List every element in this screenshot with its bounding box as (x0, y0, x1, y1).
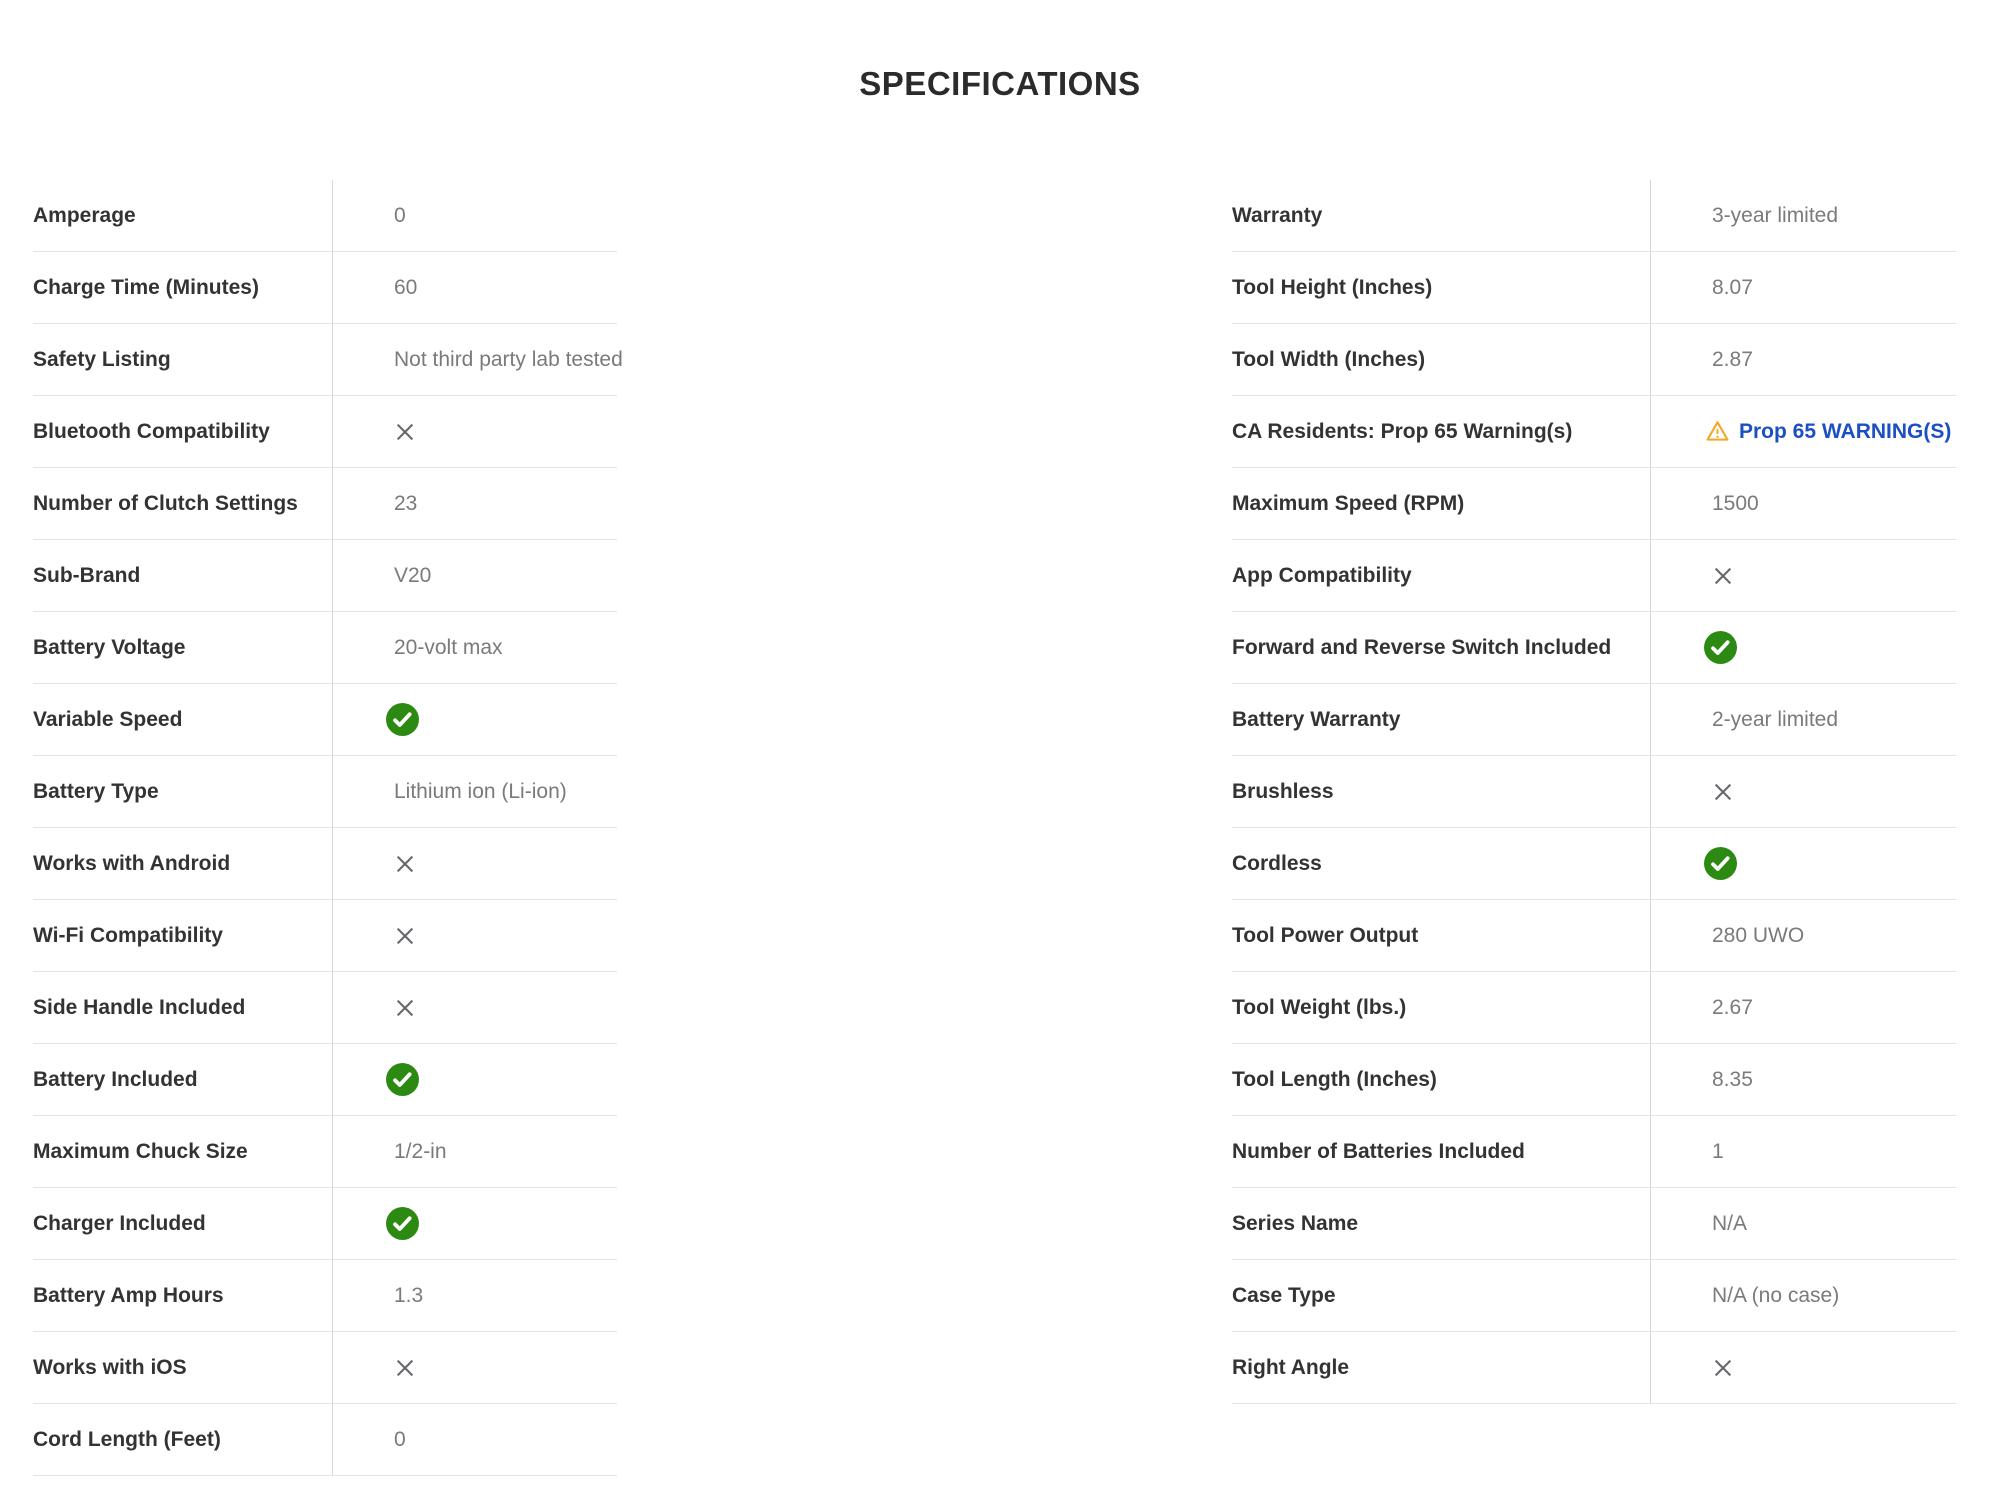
spec-value-text: 2.67 (1712, 995, 1753, 1019)
spec-row (33, 1260, 617, 1332)
spec-label: Works with iOS (33, 1355, 187, 1379)
spec-value (1650, 1260, 1956, 1331)
spec-label: Forward and Reverse Switch Included (1232, 635, 1612, 659)
spec-row (1232, 1188, 1956, 1260)
spec-value-text: N/A (1712, 1211, 1748, 1235)
spec-row (1232, 180, 1956, 252)
spec-label: Battery Amp Hours (33, 1283, 224, 1307)
spec-table-right (1232, 180, 1956, 1404)
spec-row (1232, 252, 1956, 324)
spec-label: Works with Android (33, 851, 231, 875)
spec-row (33, 324, 623, 396)
spec-value (1650, 324, 1956, 395)
spec-label: Brushless (1232, 779, 1334, 803)
spec-label: Bluetooth Compatibility (33, 419, 270, 443)
check-circle-icon (1704, 847, 1737, 880)
spec-row (1232, 324, 1956, 396)
spec-value (332, 612, 617, 683)
cross-icon (392, 995, 418, 1021)
prop65-warning-link[interactable] (1705, 419, 1951, 444)
cross-icon (1710, 779, 1736, 805)
spec-row (33, 1188, 617, 1260)
cross-icon (392, 923, 418, 949)
spec-label: Number of Batteries Included (1232, 1139, 1525, 1163)
spec-value-text: 2.87 (1712, 347, 1753, 371)
spec-value-text: 20-volt max (394, 635, 503, 659)
spec-value (1650, 684, 1956, 755)
check-circle-icon (386, 1063, 419, 1096)
spec-value (1650, 900, 1956, 971)
spec-table-left (33, 180, 623, 1476)
spec-label: Maximum Chuck Size (33, 1139, 248, 1163)
spec-value (332, 324, 623, 395)
check-circle-icon (386, 703, 419, 736)
spec-value (1650, 828, 1956, 899)
spec-label: Amperage (33, 203, 136, 227)
spec-row (1232, 540, 1956, 612)
spec-label: App Compatibility (1232, 563, 1412, 587)
spec-value-text: Lithium ion (Li-ion) (394, 779, 567, 803)
spec-value (332, 540, 617, 611)
spec-value-text: 1500 (1712, 491, 1759, 515)
spec-value-text: 0 (394, 203, 406, 227)
spec-value (332, 972, 617, 1043)
spec-value-text: 0 (394, 1427, 406, 1451)
spec-value (332, 1332, 617, 1403)
spec-row (1232, 684, 1956, 756)
spec-value (1650, 396, 1956, 467)
spec-label: Series Name (1232, 1211, 1359, 1235)
spec-value-text: 1/2-in (394, 1139, 447, 1163)
cross-icon (392, 851, 418, 877)
cross-icon (1710, 563, 1736, 589)
spec-value-text: 23 (394, 491, 418, 515)
spec-row (33, 972, 617, 1044)
spec-label: Tool Power Output (1232, 923, 1419, 947)
spec-label: Safety Listing (33, 347, 171, 371)
spec-label: Maximum Speed (RPM) (1232, 491, 1465, 515)
warning-triangle-icon (1705, 419, 1730, 444)
spec-value (332, 396, 617, 467)
spec-label: Tool Weight (lbs.) (1232, 995, 1407, 1019)
check-circle-icon (386, 1207, 419, 1240)
spec-row (33, 396, 617, 468)
spec-row (1232, 972, 1956, 1044)
spec-label: Cordless (1232, 851, 1322, 875)
spec-value-text: 280 UWO (1712, 923, 1805, 947)
spec-value (332, 900, 617, 971)
spec-label: Battery Included (33, 1067, 198, 1091)
spec-value (332, 1044, 617, 1115)
page-title: SPECIFICATIONS (859, 65, 1141, 102)
spec-row (1232, 1116, 1956, 1188)
spec-row (33, 1404, 617, 1476)
spec-value-text: 60 (394, 275, 418, 299)
spec-label: Wi-Fi Compatibility (33, 923, 223, 947)
spec-row (1232, 612, 1956, 684)
spec-value-text: 2-year limited (1712, 707, 1839, 731)
spec-label: Case Type (1232, 1283, 1336, 1307)
spec-value (1650, 252, 1956, 323)
spec-label: Warranty (1232, 203, 1323, 227)
spec-row (1232, 468, 1956, 540)
cross-icon (392, 1355, 418, 1381)
spec-label: Tool Width (Inches) (1232, 347, 1426, 371)
spec-value (1650, 1116, 1956, 1187)
spec-value (1650, 612, 1956, 683)
check-circle-icon (1704, 631, 1737, 664)
cross-icon (392, 419, 418, 445)
spec-value (1650, 1188, 1956, 1259)
spec-row (1232, 900, 1956, 972)
spec-value (332, 1116, 617, 1187)
spec-row (1232, 828, 1956, 900)
spec-value (1650, 468, 1956, 539)
spec-value (332, 1404, 617, 1475)
spec-value (1650, 1332, 1956, 1403)
spec-value (1650, 972, 1956, 1043)
spec-label: Cord Length (Feet) (33, 1427, 221, 1451)
spec-label: Tool Height (Inches) (1232, 275, 1433, 299)
spec-row (1232, 1260, 1956, 1332)
spec-label: Variable Speed (33, 707, 183, 731)
spec-value-text: Not third party lab tested (394, 347, 623, 371)
spec-row (1232, 396, 1956, 468)
spec-value-text: 3-year limited (1712, 203, 1839, 227)
spec-value (332, 1260, 617, 1331)
spec-row (33, 540, 617, 612)
spec-value-text: 8.35 (1712, 1067, 1753, 1091)
spec-row (33, 1332, 617, 1404)
spec-label: CA Residents: Prop 65 Warning(s) (1232, 419, 1573, 443)
prop65-warning-label: Prop 65 WARNING(S) (1739, 419, 1952, 443)
spec-row (33, 180, 617, 252)
spec-row (1232, 756, 1956, 828)
spec-row (33, 900, 617, 972)
spec-row (33, 252, 617, 324)
spec-value-text: 1 (1712, 1139, 1724, 1163)
spec-value (1650, 1044, 1956, 1115)
spec-value (332, 180, 617, 251)
spec-row (33, 684, 617, 756)
spec-label: Battery Voltage (33, 635, 186, 659)
spec-label: Battery Warranty (1232, 707, 1401, 731)
spec-row (33, 1044, 617, 1116)
spec-label: Sub-Brand (33, 563, 141, 587)
spec-value-text: 8.07 (1712, 275, 1753, 299)
spec-value (332, 1188, 617, 1259)
spec-value-text: N/A (no case) (1712, 1283, 1840, 1307)
spec-label: Battery Type (33, 779, 159, 803)
spec-value (1650, 756, 1956, 827)
spec-row (33, 468, 617, 540)
spec-row (1232, 1044, 1956, 1116)
spec-row (33, 1116, 617, 1188)
spec-label: Tool Length (Inches) (1232, 1067, 1437, 1091)
spec-value (332, 468, 617, 539)
spec-label: Right Angle (1232, 1355, 1350, 1379)
spec-label: Charger Included (33, 1211, 206, 1235)
spec-row (33, 612, 617, 684)
spec-row (33, 828, 617, 900)
spec-value (332, 252, 617, 323)
spec-value-text: V20 (394, 563, 432, 587)
cross-icon (1710, 1355, 1736, 1381)
spec-value (1650, 540, 1956, 611)
spec-row (33, 756, 617, 828)
spec-label: Charge Time (Minutes) (33, 275, 259, 299)
spec-value (332, 828, 617, 899)
spec-label: Number of Clutch Settings (33, 491, 298, 515)
spec-value (1650, 180, 1956, 251)
spec-value (332, 756, 617, 827)
spec-value (332, 684, 617, 755)
spec-label: Side Handle Included (33, 995, 246, 1019)
spec-value-text: 1.3 (394, 1283, 424, 1307)
spec-row (1232, 1332, 1956, 1404)
